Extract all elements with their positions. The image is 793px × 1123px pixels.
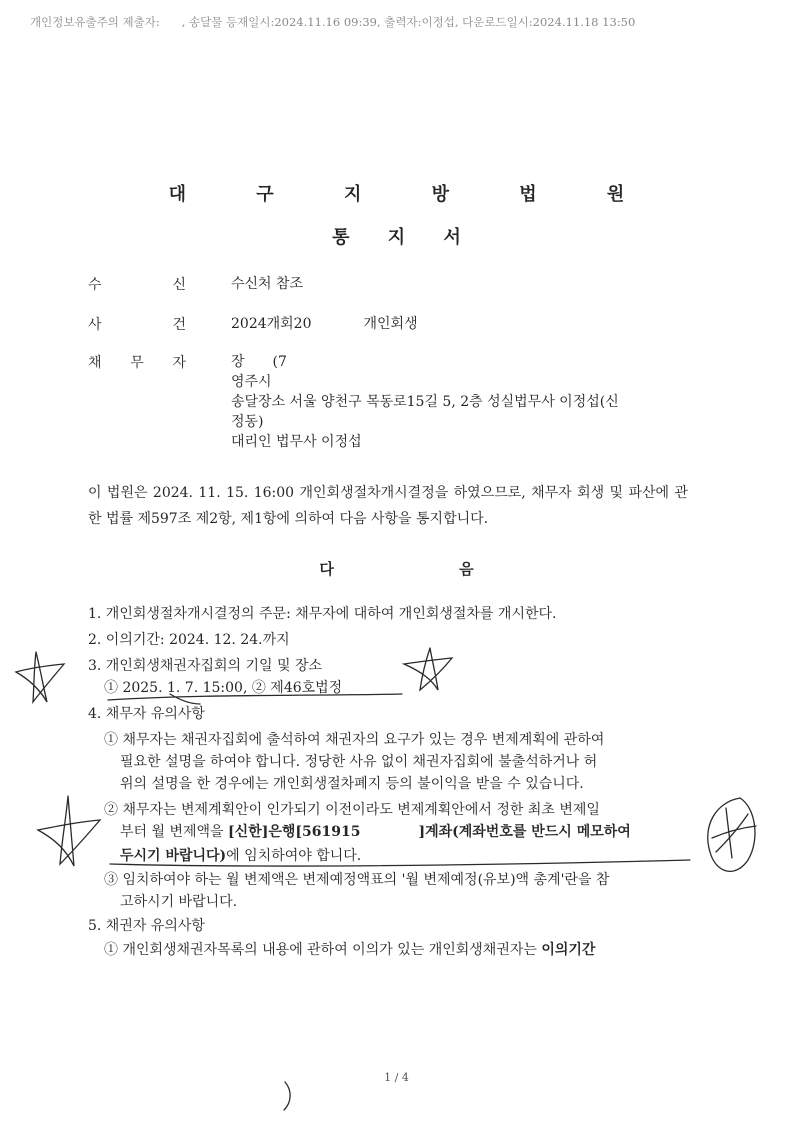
item-4-2-line-c: 두시기 바랍니다)에 임치하여야 합니다. (120, 848, 362, 864)
item-4-3-line-a: ③ 임치하여야 하는 월 변제액은 변제예정액표의 '월 변제예정(유보)액 총계'란을 참 (104, 872, 610, 888)
item-5-1: ① 개인회생채권자목록의 내용에 관하여 이의가 있는 개인회생채권자는 이의기간 (104, 942, 596, 958)
debtor-name: 장 (7 (231, 354, 287, 370)
recipient-value: 수신처 참조 (231, 276, 304, 292)
underline-item-3-hook (170, 694, 200, 704)
item-4-3-line-b: 고하시기 바랍니다. (120, 894, 238, 910)
page-number: 1 / 4 (384, 1071, 409, 1084)
bank-account: [신한]은행[561915 (228, 824, 361, 840)
delivery-place: 송달장소 서울 양천구 목동로15길 5, 2층 성실법무사 이정섭(신 (231, 394, 619, 410)
debtor-label: 채 무 자 (88, 355, 186, 371)
agent: 대리인 법무사 이정섭 (231, 434, 362, 450)
item-4-2-line-b: 부터 월 변제액을 [신한]은행[561915 ]계좌(계좌번호를 반드시 메모하여 (120, 824, 631, 840)
print-header-submitter: 개인정보유출주의 제출자: (30, 15, 160, 29)
item-4-1-line-c: 위의 설명을 한 경우에는 개인회생절차폐지 등의 불이익을 받을 수 있습니다. (120, 776, 584, 792)
intro-paragraph: 이 법원은 2024. 11. 15. 16:00 개인회생절차개시결정을 하였으므로, 채무자 회생 및 파산에 관한 법률 제597조 제2항, 제1항에 의하여 다음 사항을 통지합니다. (88, 485, 688, 527)
case-number: 2024개회20 (231, 316, 312, 332)
underline-item-3 (108, 694, 402, 700)
print-header-log: , 송달물 등재일시:2024.11.16 09:39, 출력자:이정섭, 다운로드일시:2024.11.18 13:50 (181, 15, 636, 29)
star-mark-left-middle (38, 796, 100, 866)
item-5: 5. 채권자 유의사항 (88, 918, 205, 934)
item-4-1-line-a: ① 채무자는 채권자집회에 출석하여 채권자의 요구가 있는 경우 변제계획에 관하여 (104, 732, 605, 748)
item-4-1-line-b: 필요한 설명을 하여야 합니다. 정당한 사유 없이 채권자집회에 불출석하거나 허 (120, 754, 598, 770)
item-3: 3. 개인회생채권자집회의 기일 및 장소 (88, 658, 323, 674)
item-4-2-line-a: ② 채무자는 변제계획안이 인가되기 이전이라도 변제계획안에서 정한 최초 변제일 (104, 802, 600, 818)
section-heading: 다 음 (319, 560, 534, 578)
item-4: 4. 채무자 유의사항 (88, 706, 205, 722)
star-mark-left-top (16, 652, 64, 702)
star-mark-center (404, 648, 452, 690)
debtor-address: 영주시 (231, 374, 272, 390)
item-2: 2. 이의기간: 2024. 12. 24.까지 (88, 632, 290, 648)
item-3-sub: ① 2025. 1. 7. 15:00, ② 제46호법정 (104, 680, 343, 696)
case-type: 개인회생 (363, 316, 418, 332)
recipient-label: 수 신 (88, 277, 186, 293)
court-name: 대 구 지 방 법 원 (168, 184, 657, 205)
bracket-mark-bottom (284, 1082, 290, 1110)
item-1: 1. 개인회생절차개시결정의 주문: 채무자에 대하여 개인회생절차를 개시한다. (88, 606, 557, 622)
delivery-place-cont: 정동) (231, 414, 264, 430)
case-label: 사 건 (88, 317, 186, 333)
underline-item-4-2 (110, 860, 690, 866)
document-title: 통 지 서 (332, 227, 477, 248)
circled-star-right (708, 798, 756, 871)
